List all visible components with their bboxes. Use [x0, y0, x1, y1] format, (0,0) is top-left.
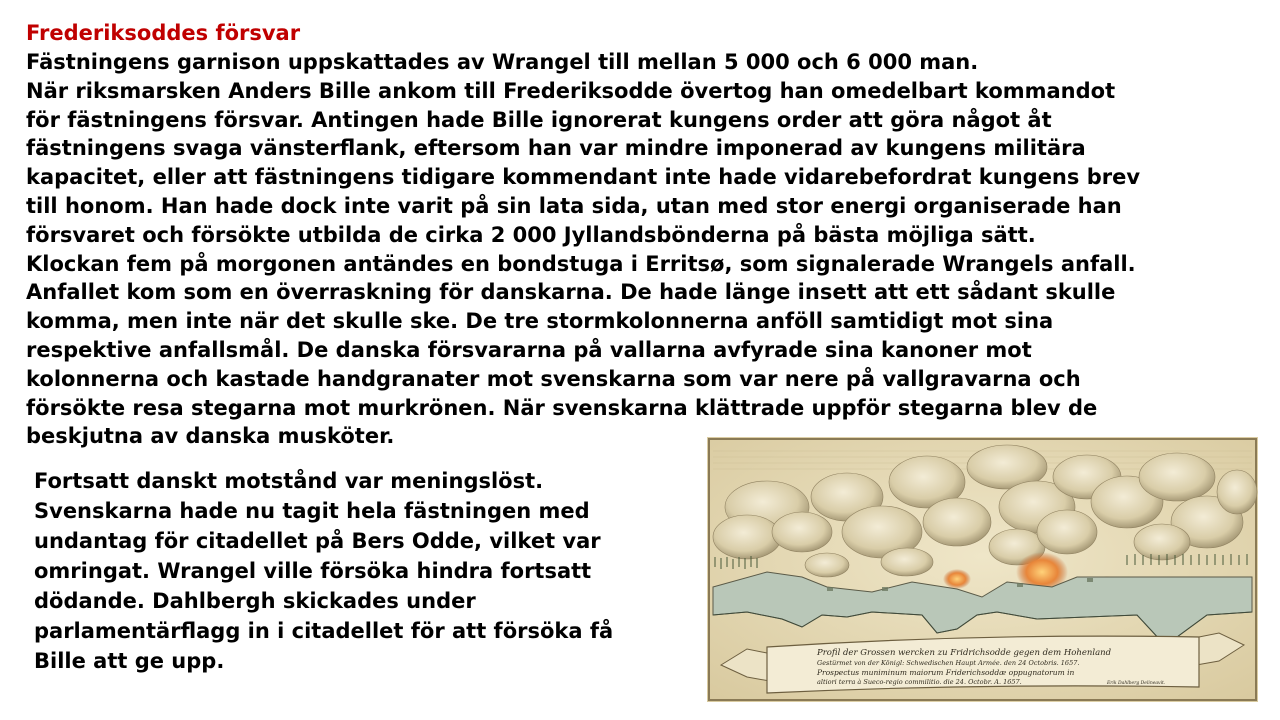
- banner-line-4: altiori terra à Sueco-regio commilitio. die 24. Octobr. A. 1657.: [817, 678, 1022, 686]
- slide-title: Frederiksoddes försvar: [26, 21, 301, 45]
- side-line: Bille att ge upp.: [34, 649, 225, 673]
- side-line: Svenskarna hade nu tagit hela fästningen med: [34, 499, 590, 523]
- main-line: beskjutna av danska musköter.: [26, 424, 395, 449]
- side-paragraph: [34, 466, 694, 676]
- main-line: försvaret och försökte utbilda de cirka 2 000 Jyllandsbönderna på bästa möjliga sätt.: [26, 222, 1036, 247]
- side-line: parlamentärflagg in i citadellet för att försöka få: [34, 619, 614, 643]
- main-line: försökte resa stegarna mot murkrönen. När svenskarna klättrade uppför stegarna blev de: [26, 395, 1098, 420]
- banner-line-3: Prospectus muniminum maiorum Friderichsoddæ oppugnatorum in: [817, 668, 1075, 677]
- banner-line-1: Profil der Grossen wercken zu Fridrichsodde gegen dem Hohenland: [817, 648, 1112, 658]
- main-line: kapacitet, eller att fästningens tidigare kommendant inte hade vidarebefordrat kungens brev: [26, 165, 1141, 190]
- side-line: dödande. Dahlbergh skickades under: [34, 589, 476, 613]
- side-line: undantag för citadellet på Bers Odde, vilket var: [34, 529, 601, 553]
- main-line: respektive anfallsmål. De danska försvararna på vallarna avfyrade sina kanoner mot: [26, 337, 1032, 362]
- main-line: fästningens svaga vänsterflank, eftersom han var mindre imponerad av kungens militära: [26, 136, 1086, 161]
- banner-line-2: Gestürmet von der Königl: Schwedischen Haupt Armée. den 24 Octobris. 1657.: [817, 659, 1080, 667]
- main-line: Klockan fem på morgonen antändes en bondstuga i Erritsø, som signalerade Wrangels anfall.: [26, 251, 1136, 276]
- main-line: kolonnerna och kastade handgranater mot svenskarna som var nere på vallgravarna och: [26, 366, 1081, 391]
- side-line: Fortsatt danskt motstånd var meningslöst.: [34, 469, 544, 493]
- side-line: omringat. Wrangel ville försöka hindra fortsatt: [34, 559, 592, 583]
- main-line: för fästningens försvar. Antingen hade Bille ignorerat kungens order att göra något åt: [26, 107, 1052, 132]
- main-paragraph: [26, 48, 1266, 451]
- main-line: Fästningens garnison uppskattades av Wrangel till mellan 5 000 och 6 000 man.: [26, 50, 979, 74]
- banner-signature: Erik Dahlberg Delineavit.: [1107, 681, 1166, 686]
- main-line: När riksmarsken Anders Bille ankom till Frederiksodde övertog han omedelbart kommandot: [26, 78, 1116, 103]
- battle-engraving-image: [707, 437, 1258, 702]
- main-line: Anfallet kom som en överraskning för danskarna. De hade länge insett att ett sådant skulle: [26, 280, 1116, 305]
- main-line: komma, men inte när det skulle ske. De tre stormkolonnerna anföll samtidigt mot sina: [26, 309, 1054, 334]
- main-line: till honom. Han hade dock inte varit på sin lata sida, utan med stor energi organiserade han: [26, 193, 1122, 218]
